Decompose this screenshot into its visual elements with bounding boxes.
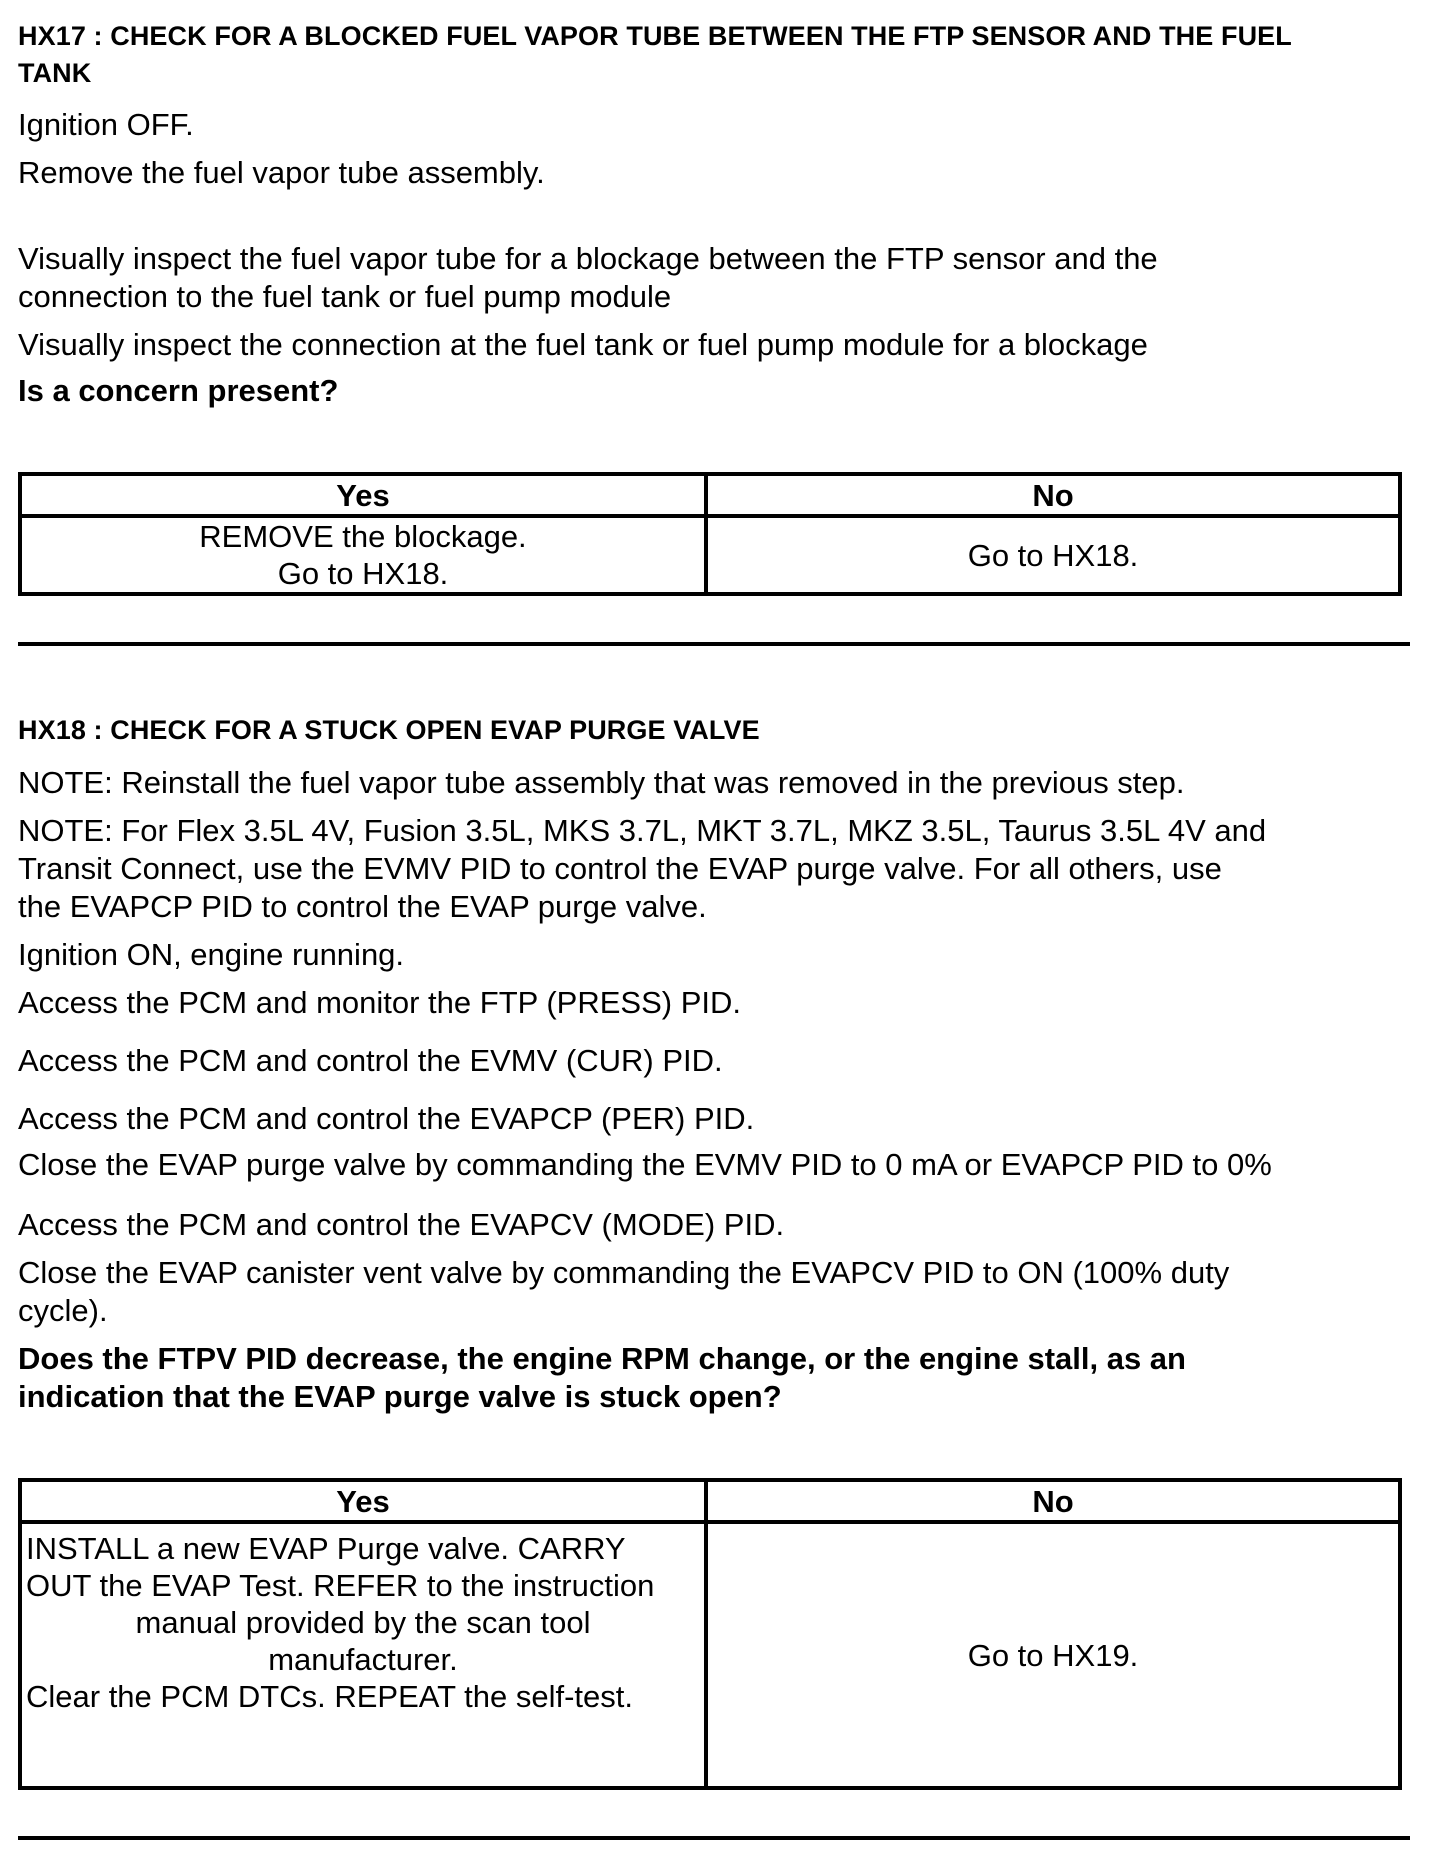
hx17-no-cell: Go to HX18. bbox=[706, 516, 1400, 594]
hx18-step: Access the PCM and control the EVMV (CUR) PID. bbox=[18, 1043, 723, 1078]
hx18-step: NOTE: Reinstall the fuel vapor tube assembly that was removed in the previous step. bbox=[18, 765, 1185, 800]
hx18-steps bbox=[18, 812, 1410, 926]
hx17-question bbox=[18, 372, 1410, 410]
hx18-yes-header: Yes bbox=[20, 1480, 706, 1522]
hx18-steps bbox=[18, 984, 1410, 1022]
hx18-step: Access the PCM and control the EVAPCV (MODE) PID. bbox=[18, 1207, 785, 1242]
hx18-step: Close the EVAP purge valve by commanding the EVMV PID to 0 mA or EVAPCP PID to 0% bbox=[18, 1147, 1272, 1182]
hx17-yes-line: REMOVE the blockage. bbox=[199, 519, 527, 554]
hx18-step: cycle). bbox=[18, 1293, 108, 1328]
hx18-step: Ignition ON, engine running. bbox=[18, 937, 405, 972]
hx18-steps bbox=[18, 764, 1410, 802]
hx17-step: Ignition OFF. bbox=[18, 107, 194, 142]
hx18-question-line1: Does the FTPV PID decrease, the engine RPM change, or the engine stall, as an bbox=[18, 1341, 1186, 1376]
hx17-yes-header: Yes bbox=[20, 474, 706, 516]
hx18-heading-text: HX18 : CHECK FOR A STUCK OPEN EVAP PURGE VALVE bbox=[18, 715, 760, 745]
hx18-step: the EVAPCP PID to control the EVAP purge valve. bbox=[18, 889, 707, 924]
hx18-yes-cell bbox=[20, 1522, 706, 1788]
hx17-yes-cell bbox=[20, 516, 706, 594]
hx18-yes-line: OUT the EVAP Test. REFER to the instruction bbox=[26, 1568, 655, 1603]
hx17-question-text: Is a concern present? bbox=[18, 373, 339, 408]
hx18-step: Access the PCM and monitor the FTP (PRESS) PID. bbox=[18, 985, 742, 1020]
hx18-no-header: No bbox=[706, 1480, 1400, 1522]
hx18-yes-line: manual provided by the scan tool bbox=[135, 1605, 591, 1640]
section-divider bbox=[18, 642, 1410, 646]
hx17-steps bbox=[18, 326, 1410, 364]
hx18-no-cell: Go to HX19. bbox=[706, 1522, 1400, 1788]
hx18-yes-no-table bbox=[18, 1478, 1402, 1790]
hx18-steps bbox=[18, 936, 1410, 974]
hx18-steps bbox=[18, 1100, 1410, 1138]
hx18-step: Close the EVAP canister vent valve by commanding the EVAPCV PID to ON (100% duty bbox=[18, 1255, 1230, 1290]
hx17-no-header: No bbox=[706, 474, 1400, 516]
hx17-step: Remove the fuel vapor tube assembly. bbox=[18, 155, 545, 190]
hx17-heading bbox=[18, 18, 1410, 92]
hx18-yes-line: Clear the PCM DTCs. REPEAT the self-test. bbox=[26, 1679, 633, 1714]
hx17-step: Visually inspect the connection at the fuel tank or fuel pump module for a blockage bbox=[18, 327, 1148, 362]
hx17-step: Visually inspect the fuel vapor tube for a blockage between the FTP sensor and the bbox=[18, 241, 1158, 276]
hx17-steps bbox=[18, 154, 1410, 192]
hx17-heading-line2: TANK bbox=[18, 58, 92, 88]
hx17-yes-no-table bbox=[18, 472, 1402, 596]
hx18-steps bbox=[18, 1146, 1410, 1184]
hx18-question bbox=[18, 1340, 1410, 1416]
hx17-steps bbox=[18, 240, 1410, 316]
hx17-step: connection to the fuel tank or fuel pump module bbox=[18, 279, 672, 314]
hx18-heading bbox=[18, 712, 1410, 749]
hx18-step: Transit Connect, use the EVMV PID to control the EVAP purge valve. For all others, use bbox=[18, 851, 1222, 886]
hx17-heading-line1: HX17 : CHECK FOR A BLOCKED FUEL VAPOR TUBE BETWEEN THE FTP SENSOR AND THE FUEL bbox=[18, 21, 1292, 51]
hx17-steps bbox=[18, 106, 1410, 144]
hx17-yes-line: Go to HX18. bbox=[277, 556, 449, 591]
section-divider bbox=[18, 1836, 1410, 1840]
hx18-steps bbox=[18, 1042, 1410, 1080]
hx18-step: NOTE: For Flex 3.5L 4V, Fusion 3.5L, MKS 3.7L, MKT 3.7L, MKZ 3.5L, Taurus 3.5L 4V and bbox=[18, 813, 1267, 848]
hx18-yes-line: manufacturer. bbox=[268, 1642, 458, 1677]
hx18-steps bbox=[18, 1206, 1410, 1244]
hx18-yes-line: INSTALL a new EVAP Purge valve. CARRY bbox=[26, 1531, 626, 1566]
hx18-step: Access the PCM and control the EVAPCP (PER) PID. bbox=[18, 1101, 755, 1136]
hx18-question-line2: indication that the EVAP purge valve is stuck open? bbox=[18, 1379, 782, 1414]
hx18-steps bbox=[18, 1254, 1410, 1330]
